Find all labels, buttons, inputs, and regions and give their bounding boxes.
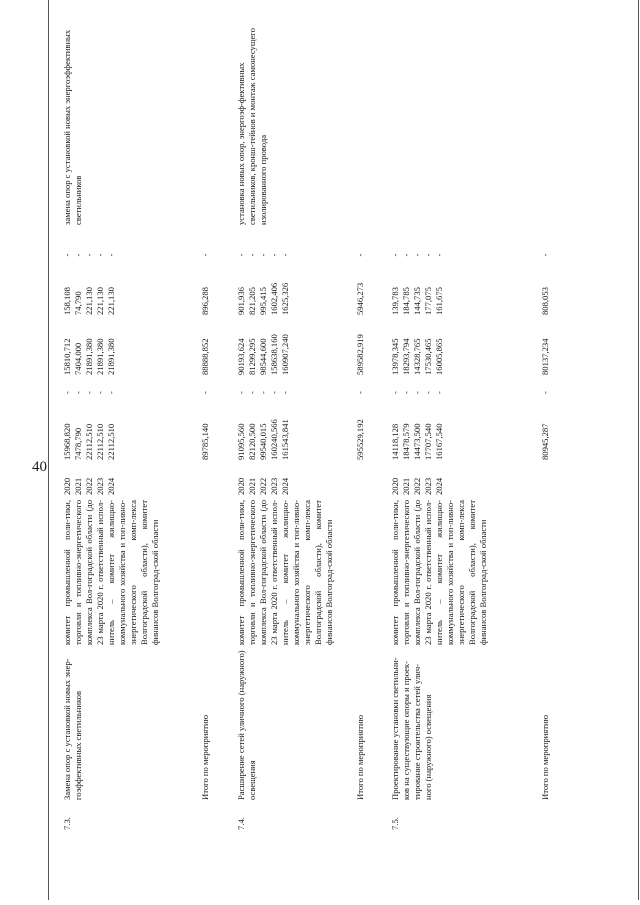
year-list: 2020 2021 2022 2023 2024 <box>236 477 290 495</box>
federal-values: - - - - - <box>236 391 290 394</box>
table-top-rule <box>48 0 49 900</box>
regional-values: 90193,624 81299,295 98544,600 158638,160 160907,240 <box>236 334 290 375</box>
regional-values: 15810,712 7404,000 21891,380 21891,380 21891,380 <box>62 338 116 375</box>
local-values: 139,783 184,785 144,735 177,075 161,675 <box>390 287 444 315</box>
subtotal-local: 896,288 <box>200 287 210 315</box>
regional-values: 13978,345 18293,794 14328,765 17530,465 16005,865 <box>390 338 444 375</box>
local-values: 158,108 74,790 221,130 221,130 221,130 <box>62 287 116 315</box>
subtotal-federal: - <box>355 391 365 394</box>
subtotal-total: 80945,287 <box>540 423 550 460</box>
subtotal-federal: - <box>200 391 210 394</box>
subtotal-extrabudget: - <box>540 253 550 257</box>
subtotal-local: 5946,273 <box>355 282 365 315</box>
subtotal-label: Итого по мероприятию <box>200 714 210 800</box>
subtotal-extrabudget: - <box>200 253 210 257</box>
page-number: 40 <box>32 459 47 475</box>
total-values: 15968,820 7478,790 22112,510 22112,510 22112,510 <box>62 423 116 460</box>
expected-result: замена опор с установкой новых энергоэффективных светильников <box>62 29 83 225</box>
year-list: 2020 2021 2022 2023 2024 <box>390 477 444 495</box>
measure-name: Замена опор с установкой новых энер-гоэффективных светильников <box>62 658 83 800</box>
executor: комитет промышленной поли-тики, торговли и топливно-энергетического комплекса Вол-гоградской области (до 23 марта 2020 г. ответственный испол-нитель – комитет жилищно-коммунального хозяйства и топ-ливно-энергетического комп-лекса Волгоградской области), комитет финансов Волгоград-ской области <box>62 500 160 645</box>
federal-values: - - - - - <box>390 391 444 394</box>
row-number: 7.3. <box>62 817 72 830</box>
subtotal-regional: 80137,234 <box>540 338 550 375</box>
subtotal-extrabudget: - <box>355 253 365 257</box>
total-values: 14118,128 18478,579 14473,500 17707,540 16167,540 <box>390 423 444 460</box>
executor: комитет промышленной поли-тики, торговли и топливно-энергетического комплекса Вол-гоградской области (до 23 марта 2020 г. ответственный испол-нитель – комитет жилищно-коммунального хозяйства и топ-ливно-энергетического комп-лекса Волгоградской области), комитет финансов Волгоград-ской области <box>236 500 334 645</box>
subtotal-label: Итого по мероприятию <box>355 714 365 800</box>
subtotal-regional: 88888,852 <box>200 338 210 375</box>
subtotal-regional: 589582,919 <box>355 334 365 375</box>
row-number: 7.5. <box>390 817 400 830</box>
table-bottom-rule <box>638 0 639 900</box>
expected-result: установка новых опор, энергоэф-фективных светильников, кронш-тейнов и монтаж самонесущего изолированного провода <box>236 28 268 225</box>
measure-name: Расширение сетей уличного (наружного) освещения <box>236 650 257 800</box>
subtotal-federal: - <box>540 391 550 394</box>
federal-values: - - - - - <box>62 391 116 394</box>
extrabudget-values: - - - - - <box>390 253 444 257</box>
subtotal-total: 595529,192 <box>355 419 365 460</box>
subtotal-label: Итого по мероприятию <box>540 714 550 800</box>
extrabudget-values: - - - - - <box>62 253 116 257</box>
local-values: 901,936 821,205 995,415 1602,406 1625,326 <box>236 282 290 315</box>
subtotal-total: 89785,140 <box>200 423 210 460</box>
extrabudget-values: - - - - - <box>236 253 290 257</box>
subtotal-local: 808,053 <box>540 287 550 315</box>
total-values: 91095,560 82120,500 99540,015 160240,566 161543,841 <box>236 419 290 460</box>
row-number: 7.4. <box>236 817 246 830</box>
measure-name: Проектирование установки светильни-ков на существующие опоры и проек-тирование строительства сетей улич-ного (наружного) освещения <box>390 657 433 800</box>
year-list: 2020 2021 2022 2023 2024 <box>62 477 116 495</box>
executor: комитет промышленной поли-тики, торговли и топливно-энергетического комплекса Вол-гоградской области (до 23 марта 2020 г. ответственный испол-нитель – комитет жилищно-коммунального хозяйства и топ-ливно-энергетического комп-лекса Волгоградской области), комитет финансов Волгоград-ской области <box>390 500 488 645</box>
